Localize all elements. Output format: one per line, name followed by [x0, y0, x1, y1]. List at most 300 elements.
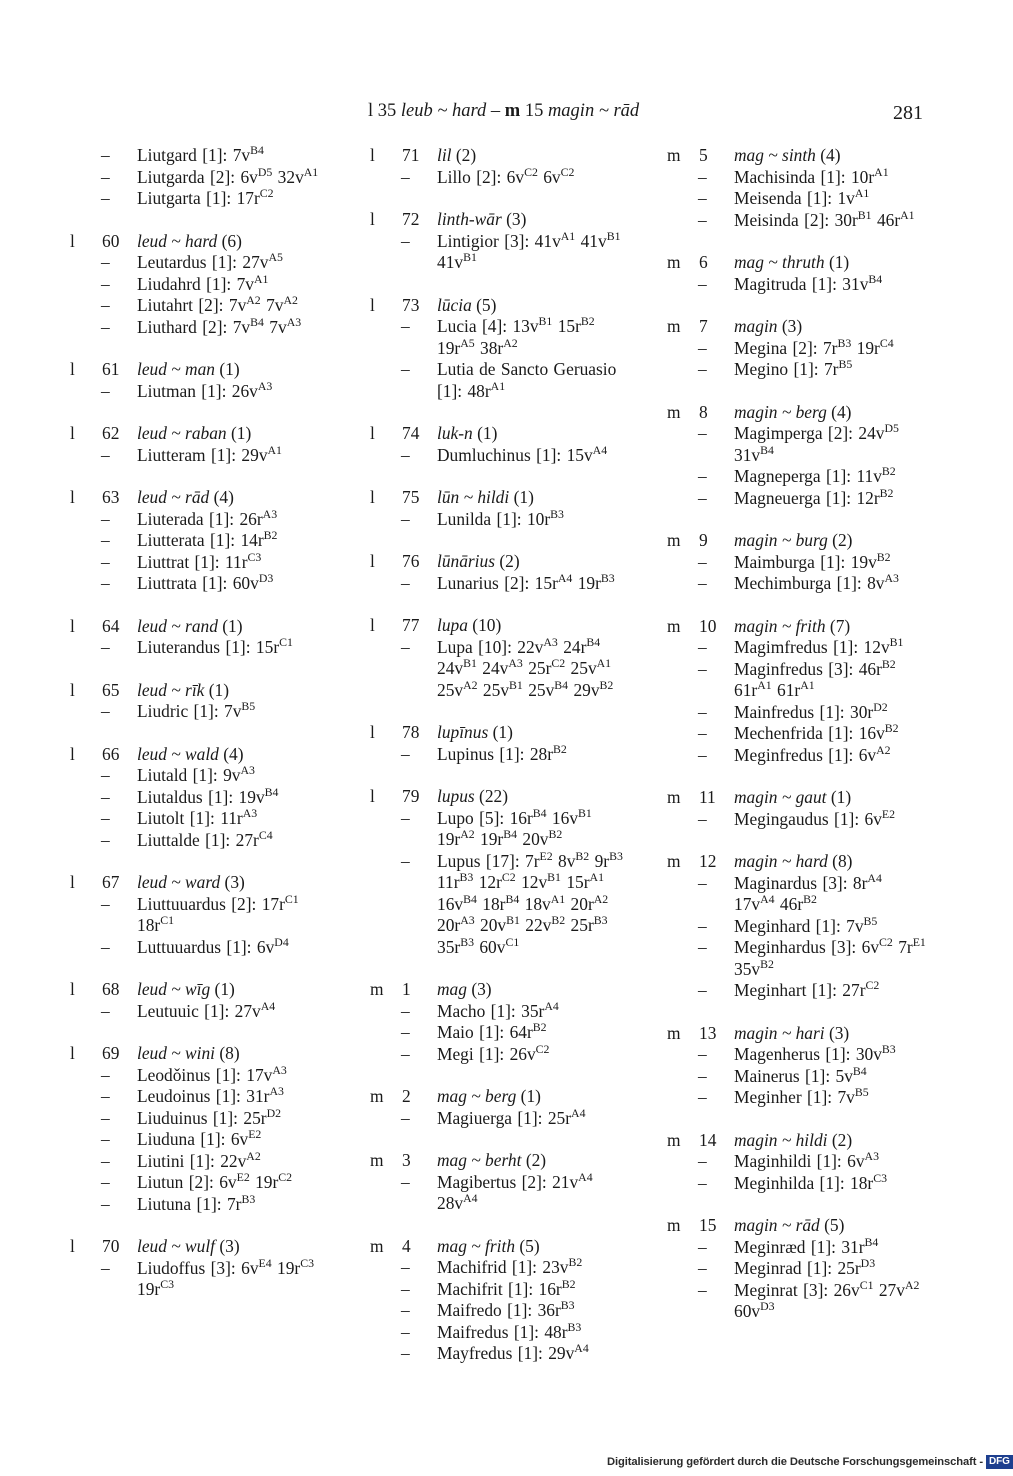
- name-entry: [667, 1170, 927, 1195]
- entry-text: Meginrad [1]: $25r^{D3}$: [734, 1256, 876, 1278]
- name-entry: [667, 466, 927, 488]
- lemma-title: [734, 316, 927, 338]
- lemma-name: leud ~ wald: [137, 743, 219, 764]
- lemma-title: [437, 615, 630, 637]
- lemma-title: [137, 616, 340, 638]
- entry-text: Liuttuuardus [2]: $17r^{C1}$ $18r^{C1}$: [137, 891, 299, 935]
- folio-superscript: C2: [278, 1170, 293, 1185]
- lemma-heading: [70, 423, 340, 445]
- folio-superscript: A4: [760, 892, 775, 907]
- lemma-heading: [370, 551, 630, 573]
- entry-text: Leudoinus [1]: $31r^{A3}$: [137, 1084, 284, 1106]
- folio-superscript: B1: [547, 870, 561, 885]
- lemma-title: [437, 209, 630, 231]
- lemma-letter: m: [370, 1086, 384, 1106]
- name-entry: [370, 1041, 630, 1066]
- lemma-name: magin ~ hari: [734, 1022, 825, 1043]
- entry-dash: –: [101, 551, 110, 572]
- page-number: 281: [893, 102, 923, 124]
- lemma-number: 64: [102, 615, 120, 636]
- lemma-name: lūn ~ hildi: [437, 487, 510, 507]
- lemma-name: mag ~ berht: [437, 1150, 522, 1170]
- name-entry: [667, 1063, 927, 1088]
- name-entry: [370, 228, 630, 274]
- name-entry: [70, 314, 340, 339]
- folio-superscript: B2: [568, 1255, 583, 1270]
- folio-superscript: C2: [259, 186, 274, 201]
- folio-superscript: C1: [160, 913, 174, 928]
- name-entry: [70, 765, 340, 787]
- lemma-section: [370, 295, 630, 403]
- lemma-letter: l: [70, 359, 75, 379]
- folio-superscript: D5: [257, 164, 273, 179]
- entry-dash: –: [698, 337, 707, 358]
- lemma-letter: l: [370, 615, 375, 635]
- folio-superscript: D2: [266, 1105, 282, 1120]
- entry-text: Liuduna [1]: $6v^{E2}$: [137, 1127, 262, 1149]
- lemma-number: 74: [402, 423, 420, 443]
- folio-superscript: B4: [532, 805, 547, 820]
- lemma-heading: [667, 1023, 927, 1045]
- lemma-count: (2): [525, 1150, 547, 1170]
- folio-superscript: B2: [876, 549, 891, 564]
- lemma-section: [70, 423, 340, 466]
- folio-superscript: B2: [881, 656, 896, 671]
- lemma-section: [370, 1236, 630, 1365]
- folio-superscript: C4: [258, 827, 273, 842]
- name-entry: [667, 359, 927, 381]
- folio-superscript: A1: [854, 186, 870, 201]
- folio-superscript: D4: [274, 934, 289, 949]
- folio-superscript: B1: [538, 314, 553, 329]
- folio-superscript: A3: [240, 763, 255, 778]
- lemma-name: leud ~ wīg: [137, 979, 211, 999]
- name-entry: [70, 637, 340, 659]
- name-entry: [370, 998, 630, 1023]
- lemma-number: 76: [402, 551, 420, 571]
- entry-dash: –: [401, 1107, 410, 1128]
- folio-superscript: B3: [550, 506, 564, 521]
- lemma-title: [437, 1086, 630, 1108]
- entry-text: Liuttrata [1]: $60v^{D3}$: [137, 571, 274, 593]
- folio-superscript: B3: [609, 848, 623, 863]
- lemma-count: (2): [832, 530, 853, 550]
- folio-superscript: A3: [272, 1062, 287, 1077]
- entry-text: Magitruda [1]: $31v^{B4}$: [734, 271, 883, 294]
- name-entry: [667, 699, 927, 724]
- lemma-number: 4: [402, 1235, 411, 1256]
- name-entry: [370, 1276, 630, 1301]
- folio-superscript: A3: [286, 314, 302, 329]
- name-entry: [667, 1087, 927, 1109]
- lemma-heading: [70, 744, 340, 766]
- lemma-number: 72: [402, 209, 420, 229]
- entry-dash: –: [101, 808, 110, 828]
- lemma-count: (2): [455, 145, 477, 165]
- entry-dash: –: [101, 1193, 110, 1214]
- name-entry: [70, 252, 340, 274]
- lemma-count: (2): [499, 551, 520, 571]
- folio-superscript: A1: [303, 164, 319, 179]
- folio-superscript: B2: [548, 827, 563, 842]
- lemma-number: 66: [102, 743, 120, 764]
- lemma-count: (8): [219, 1043, 240, 1063]
- lemma-section: [370, 487, 630, 530]
- lemma-count: (1): [214, 979, 235, 999]
- lemma-letter: m: [667, 316, 681, 336]
- lemma-count: (4): [223, 743, 244, 764]
- folio-superscript: B2: [553, 741, 567, 756]
- lemma-count: (3): [224, 872, 245, 892]
- entry-text: Meginhilda [1]: $18r^{C3}$: [734, 1170, 888, 1193]
- lemma-section: [70, 872, 340, 958]
- entry-dash: –: [401, 1043, 410, 1064]
- lemma-count: (1): [513, 487, 534, 507]
- entry-dash: –: [698, 808, 707, 829]
- folio-superscript: B1: [606, 228, 621, 243]
- range-end-lemma: magin ~ rād: [547, 101, 640, 121]
- folio-superscript: B1: [463, 250, 477, 265]
- entry-text: Magimfredus [1]: $12v^{B1}$: [734, 635, 904, 657]
- lemma-heading: [70, 616, 340, 638]
- entry-dash: –: [401, 572, 410, 593]
- entry-text: Meginfredus [1]: $6v^{A2}$: [734, 742, 891, 765]
- lemma-name: lūnārius: [437, 551, 495, 571]
- entry-dash: –: [698, 744, 707, 765]
- folio-superscript: B1: [889, 635, 904, 650]
- name-entry: [370, 570, 630, 595]
- entry-dash: –: [101, 893, 110, 914]
- name-entry: [70, 998, 340, 1023]
- entry-text: Lupa [10]: $22v^{A3}$ $24r^{B4}$ $24v^{B1}$ $24v^{A3}$ $25r^{C2}$ $25v^{A1}$ $25v^{A2}$ $25v^{B1}$ $25v^{B4}$ $29v^{B2}$: [437, 634, 614, 700]
- lemma-title: [734, 787, 927, 809]
- folio-superscript: B3: [241, 1191, 256, 1206]
- entry-text: Liutgard [1]: $7v^{B4}$: [137, 143, 264, 165]
- lemma-title: [734, 145, 927, 167]
- lemma-section: [370, 145, 630, 188]
- entry-text: Maifredo [1]: $36r^{B3}$: [437, 1298, 575, 1320]
- lemma-heading: [370, 487, 630, 509]
- lemma-name: mag: [437, 979, 467, 999]
- lemma-count: (3): [219, 1236, 240, 1256]
- lemma-name: leud ~ raban: [137, 423, 227, 443]
- lemma-letter: m: [667, 145, 681, 165]
- folio-superscript: B5: [854, 1085, 869, 1100]
- lemma-name: luk-n: [437, 423, 473, 443]
- folio-superscript: A3: [864, 1149, 879, 1164]
- entry-text: Liutun [2]: $6v^{E2}$ $19r^{C2}$: [137, 1170, 293, 1192]
- lemma-number: 60: [102, 230, 120, 251]
- entry-dash: –: [101, 936, 110, 957]
- folio-superscript: A2: [593, 891, 609, 906]
- folio-superscript: B1: [509, 677, 523, 692]
- name-entry: [70, 1086, 340, 1108]
- lemma-title: [137, 487, 340, 509]
- folio-superscript: A4: [867, 870, 882, 885]
- entry-text: Meginhard [1]: $7v^{B5}$: [734, 913, 878, 936]
- lemma-count: (4): [831, 401, 852, 422]
- folio-superscript: B2: [263, 528, 278, 543]
- folio-superscript: E2: [881, 806, 896, 821]
- folio-superscript: C1: [284, 891, 299, 906]
- folio-superscript: B2: [884, 721, 899, 736]
- lemma-section: [70, 359, 340, 402]
- lemma-heading: [667, 402, 927, 424]
- name-entry: [370, 805, 630, 851]
- name-entry: [667, 485, 927, 510]
- entry-text: Liutteram [1]: $29v^{A1}$: [137, 442, 282, 465]
- lemma-name: lil: [437, 145, 452, 165]
- name-entry: [667, 1044, 927, 1066]
- lemma-number: 11: [699, 787, 716, 807]
- folio-superscript: C2: [501, 870, 516, 885]
- lemma-number: 63: [102, 487, 120, 507]
- lemma-title: [137, 1236, 340, 1258]
- entry-text: Liudoffus [3]: $6v^{E4}$ $19r^{C3}$ $19r^{C3}$: [137, 1255, 315, 1299]
- folio-superscript: C3: [873, 1170, 888, 1185]
- digitization-credit: [607, 1452, 1013, 1474]
- lemma-letter: l: [70, 872, 75, 892]
- entry-dash: –: [101, 1086, 110, 1106]
- entry-text: Liutald [1]: $9v^{A3}$: [137, 763, 255, 785]
- lemma-count: (3): [506, 209, 527, 229]
- entry-dash: –: [101, 1129, 110, 1149]
- entry-dash: –: [101, 252, 110, 272]
- lemma-number: 10: [699, 615, 717, 636]
- lemma-section: [370, 979, 630, 1065]
- folio-superscript: B2: [532, 1020, 547, 1035]
- entry-dash: –: [698, 872, 707, 893]
- entry-text: Machisinda [1]: $10r^{A1}$: [734, 164, 889, 187]
- entry-text: Lintigior [3]: $41v^{A1}$ $41v^{B1}$ $41v^{B1}$: [437, 228, 621, 272]
- name-entry: [667, 806, 927, 831]
- range-start-num: 35: [377, 101, 397, 121]
- entry-text: Lunarius [2]: $15r^{A4}$ $19r^{B3}$: [437, 570, 615, 593]
- lemma-name: leud ~ rād: [137, 487, 210, 507]
- lemma-count: (1): [830, 787, 852, 807]
- folio-superscript: C1: [859, 1277, 874, 1292]
- entry-dash: –: [698, 915, 707, 936]
- folio-superscript: C2: [865, 978, 880, 993]
- lemma-name: mag ~ frith: [437, 1235, 516, 1256]
- lemma-section: [70, 616, 340, 659]
- folio-superscript: C1: [279, 635, 293, 650]
- name-entry: [667, 1151, 927, 1173]
- lemma-title: [437, 487, 630, 509]
- entry-text: Mainfredus [1]: $30r^{D2}$: [734, 699, 888, 722]
- name-entry: [70, 549, 340, 574]
- entry-dash: –: [401, 1300, 410, 1320]
- lemma-title: [137, 872, 340, 894]
- name-entry: [70, 934, 340, 959]
- entry-text: Megi [1]: $26v^{C2}$: [437, 1041, 550, 1064]
- name-entry: [667, 723, 927, 745]
- lemma-letter: l: [70, 979, 75, 999]
- entry-text: Maginhildi [1]: $6v^{A3}$: [734, 1149, 879, 1171]
- folio-superscript: B2: [551, 913, 566, 928]
- entry-dash: –: [401, 359, 410, 379]
- folio-superscript: E2: [236, 1170, 250, 1185]
- entry-dash: –: [101, 637, 110, 657]
- lemma-name: mag ~ berg: [437, 1086, 517, 1106]
- entry-text: Liuduinus [1]: $25r^{D2}$: [137, 1105, 282, 1128]
- name-entry: [70, 573, 340, 595]
- folio-superscript: B3: [460, 934, 474, 949]
- lemma-title: [137, 979, 340, 1001]
- folio-superscript: B5: [863, 913, 878, 928]
- lemma-section: [70, 487, 340, 595]
- name-entry: [70, 1255, 340, 1301]
- entry-dash: –: [698, 1236, 707, 1257]
- lemma-heading: [70, 231, 340, 253]
- lemma-heading: [370, 1150, 630, 1172]
- name-entry: [667, 1234, 927, 1259]
- lemma-letter: m: [667, 1129, 681, 1150]
- entry-dash: –: [698, 1279, 707, 1300]
- lemma-heading: [667, 316, 927, 338]
- name-entry: [370, 359, 630, 402]
- lemma-letter: m: [667, 851, 681, 871]
- entry-dash: –: [698, 980, 707, 1000]
- folio-superscript: B2: [575, 848, 590, 863]
- folio-superscript: C2: [524, 164, 538, 179]
- name-entry: [667, 637, 927, 659]
- range-end-letter: m: [504, 101, 521, 121]
- lemma-count: (2): [831, 1129, 853, 1150]
- entry-dash: –: [401, 1321, 410, 1342]
- column-1: [70, 145, 340, 1301]
- entry-text: Maio [1]: $64r^{B2}$: [437, 1020, 547, 1042]
- lemma-number: 12: [699, 851, 717, 871]
- folio-superscript: B4: [463, 891, 477, 906]
- folio-superscript: B3: [459, 870, 474, 885]
- lemma-heading: [70, 1236, 340, 1258]
- entry-text: Liutuna [1]: $7r^{B3}$: [137, 1191, 256, 1214]
- entry-dash: –: [698, 701, 707, 722]
- entry-dash: –: [698, 658, 707, 679]
- entry-text: Lucia [4]: $13v^{B1}$ $15r^{B2}$ $19r^{A5}$ $38r^{A2}$: [437, 314, 595, 358]
- lemma-count: (6): [221, 230, 242, 251]
- name-entry: [667, 1258, 927, 1280]
- lemma-heading: [667, 145, 927, 167]
- entry-dash: –: [101, 316, 110, 337]
- folio-superscript: B5: [838, 357, 853, 372]
- lemma-number: 14: [699, 1129, 717, 1150]
- folio-superscript: A4: [463, 1191, 478, 1206]
- lemma-section: [370, 423, 630, 466]
- name-entry: [370, 848, 630, 959]
- folio-superscript: A1: [596, 656, 612, 671]
- entry-dash: –: [401, 1171, 410, 1192]
- name-entry: [370, 741, 630, 766]
- entry-text: Meisinda [2]: $30r^{B1}$ $46r^{A1}$: [734, 207, 915, 230]
- lemma-number: 79: [402, 786, 420, 806]
- lemma-name: magin ~ berg: [734, 401, 827, 422]
- range-start-lemma: leub ~ hard: [400, 101, 487, 121]
- lemma-title: [137, 231, 340, 253]
- entry-dash: –: [401, 850, 410, 871]
- lemma-count: (5): [476, 294, 497, 315]
- name-entry: [370, 1169, 630, 1215]
- range-start-letter: l: [368, 101, 374, 121]
- folio-superscript: B2: [879, 485, 894, 500]
- lemma-section: [70, 1043, 340, 1215]
- lemma-count: (10): [472, 615, 502, 635]
- entry-dash: –: [101, 1107, 110, 1128]
- entry-dash: –: [698, 487, 707, 508]
- range-separator: –: [490, 101, 501, 121]
- credit-text: Digitalisierung gefördert durch die Deutsche Forschungsgemeinschaft -: [607, 1456, 984, 1468]
- entry-dash: –: [698, 188, 707, 208]
- folio-superscript: A3: [242, 806, 258, 821]
- folio-superscript: B4: [586, 634, 601, 649]
- lemma-number: 75: [402, 487, 420, 507]
- lemma-count: (8): [832, 851, 853, 871]
- folio-superscript: A4: [571, 1105, 586, 1120]
- lemma-count: (1): [477, 423, 498, 443]
- lemma-count: (1): [828, 252, 850, 272]
- lemma-number: 1: [402, 979, 411, 999]
- folio-superscript: B1: [857, 207, 872, 222]
- folio-superscript: E2: [539, 848, 553, 863]
- entry-dash: –: [101, 188, 110, 208]
- lemma-title: [734, 1023, 927, 1045]
- lemma-letter: m: [667, 1215, 681, 1235]
- lemma-section: [667, 787, 927, 830]
- name-entry: [667, 423, 927, 466]
- lemma-number: 65: [102, 679, 120, 700]
- name-entry: [70, 1172, 340, 1194]
- name-entry: [70, 1129, 340, 1151]
- lemma-title: [137, 744, 340, 766]
- lemma-letter: l: [370, 209, 375, 229]
- lemma-heading: [70, 872, 340, 894]
- lemma-letter: l: [370, 786, 375, 806]
- folio-superscript: B2: [803, 892, 817, 907]
- entry-dash: –: [698, 1044, 707, 1064]
- lemma-name: mag ~ thruth: [734, 252, 825, 272]
- folio-superscript: B2: [561, 1276, 576, 1291]
- lemma-number: 8: [699, 401, 708, 422]
- entry-text: Magimperga [2]: $24v^{D5}$ $31v^{B4}$: [734, 421, 899, 465]
- entry-dash: –: [101, 295, 110, 315]
- entry-text: Liutahrt [2]: $7v^{A2}$ $7v^{A2}$: [137, 293, 298, 315]
- entry-text: Liutgarda [2]: $6v^{D5}$ $32v^{A1}$: [137, 164, 319, 187]
- folio-superscript: D3: [760, 1299, 775, 1314]
- lemma-name: lupus: [437, 786, 475, 806]
- entry-dash: –: [101, 701, 110, 721]
- lemma-name: lupa: [437, 615, 468, 635]
- lemma-number: 6: [699, 252, 708, 272]
- lemma-title: [734, 616, 927, 638]
- lemma-heading: [370, 423, 630, 445]
- lemma-title: [734, 851, 927, 873]
- lemma-number: 73: [402, 294, 420, 315]
- name-entry: [370, 1022, 630, 1044]
- folio-superscript: B5: [241, 699, 256, 714]
- lemma-number: 13: [699, 1022, 717, 1043]
- folio-superscript: A4: [592, 442, 608, 457]
- entry-text: Mayfredus [1]: $29v^{A4}$: [437, 1341, 589, 1363]
- folio-superscript: B1: [506, 913, 520, 928]
- entry-text: Liuttrat [1]: $11r^{C3}$: [137, 549, 262, 572]
- name-entry: [370, 164, 630, 189]
- name-entry: [70, 164, 340, 189]
- lemma-section: [370, 786, 630, 958]
- folio-superscript: B4: [852, 1063, 867, 1078]
- lemma-name: magin ~ hildi: [734, 1129, 828, 1150]
- name-entry: [70, 530, 340, 552]
